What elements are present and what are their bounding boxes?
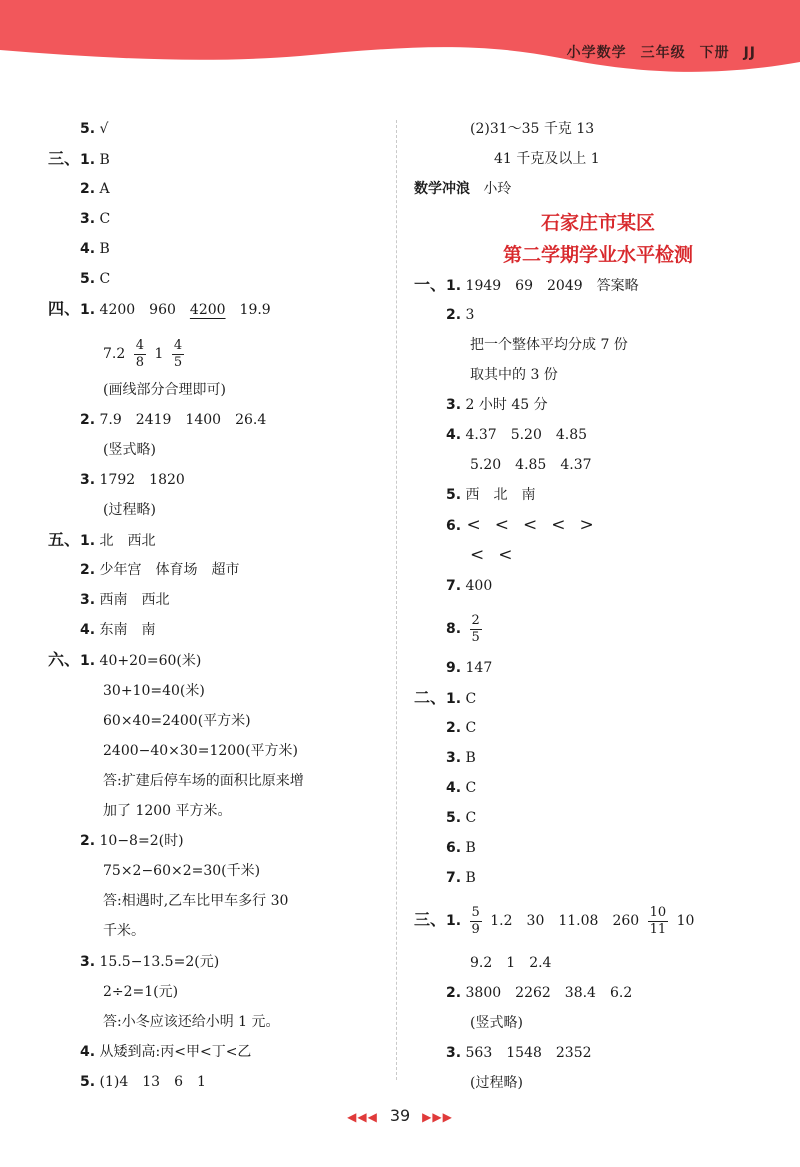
fraction: $\frac{4}{8}$ <box>135 337 144 370</box>
right-sec2-q6: 6. B <box>446 840 476 856</box>
left-sec6-q1-l2: 30+10=40(米) <box>103 683 205 699</box>
right-wave: 数学冲浪 小玲 <box>414 181 512 197</box>
fraction: $\frac{4}{5}$ <box>173 337 183 370</box>
left-sec6-q2-l4: 千米。 <box>103 923 145 939</box>
left-sec6-q1-l4: 2400−40×30=1200(平方米) <box>103 743 299 759</box>
header-subject: 小学数学 <box>566 45 627 61</box>
left-sec6-q3-l3: 答:小冬应该还给小明 1 元。 <box>103 1014 280 1030</box>
right-sec3-q3-note: (过程略) <box>470 1075 523 1091</box>
left-sec5-q1: 五、1. 北 西北 <box>48 530 156 549</box>
right-sec1-q2: 2. 3 <box>446 307 475 323</box>
left-sec4-q2: 2. 7.9 2419 1400 26.4 <box>80 412 267 428</box>
left-sec4-q1: 四、1. 4200 960 4200 19.9 <box>48 299 271 318</box>
left-sec6-q2: 2. 10−8=2(时) <box>80 833 184 849</box>
left-sec6-q2-l2: 75×2−60×2=30(千米) <box>103 863 261 879</box>
exam-title-line1: 石家庄市某区 <box>540 212 655 234</box>
right-sec1-q6-l2: < < <box>470 545 513 565</box>
header-grade: 三年级 <box>640 45 686 61</box>
right-sec1-q1: 一、1. 1949 69 2049 答案略 <box>414 275 639 294</box>
left-sec6-q3: 3. 15.5−13.5=2(元) <box>80 954 220 970</box>
right-sec3-q1-l2: 9.2 1 2.4 <box>470 955 552 971</box>
right-sec3-q2-note: (竖式略) <box>470 1015 523 1031</box>
left-sec5-q3: 3. 西南 西北 <box>80 592 170 608</box>
right-sec1-q4-l2: 5.20 4.85 4.37 <box>470 457 592 473</box>
left-sec3-q3: 3. C <box>80 211 111 227</box>
exam-title-line2: 第二学期学业水平检测 <box>502 244 693 266</box>
right-sec2-q5: 5. C <box>446 810 477 826</box>
left-sec6-q1: 六、1. 40+20=60(米) <box>48 650 202 669</box>
fraction: $\frac{10}{11}$ <box>649 904 667 937</box>
page-number: 39 <box>389 1106 411 1125</box>
left-sec6-q4: 4. 从矮到高:丙<甲<丁<乙 <box>80 1044 252 1060</box>
right-sec1-q3: 3. 2 小时 45 分 <box>446 397 548 413</box>
right-sec1-q5: 5. 西 北 南 <box>446 487 536 503</box>
left-q5-top: 5. √ <box>80 121 109 137</box>
right-sec1-q4: 4. 4.37 5.20 4.85 <box>446 427 588 443</box>
header-band <box>0 0 800 80</box>
right-sec1-q9: 9. 147 <box>446 660 493 676</box>
right-sec2-q2: 2. C <box>446 720 477 736</box>
right-sec3-q2: 2. 3800 2262 38.4 6.2 <box>446 985 633 1001</box>
right-sec2-q3: 3. B <box>446 750 476 766</box>
left-sec5-q2: 2. 少年宫 体育场 超市 <box>80 562 240 578</box>
left-sec3-q2: 2. A <box>80 181 110 197</box>
left-arrows-icon: ◀◀◀ <box>347 1110 378 1124</box>
left-sec3-q5: 5. C <box>80 271 111 287</box>
left-sec6-q2-l3: 答:相遇时,乙车比甲车多行 30 <box>103 893 289 909</box>
left-sec4-q3-note: (过程略) <box>103 502 156 518</box>
left-sec4-q2-note: (竖式略) <box>103 442 156 458</box>
right-sec1-q6: 6. < < < < > <box>446 515 594 535</box>
header-edition: JJ <box>743 45 756 61</box>
left-sec6-q1-l5: 答:扩建后停车场的面积比原来增 <box>103 773 304 789</box>
left-sec4-q1-note: (画线部分合理即可) <box>103 382 226 398</box>
fraction: $\frac{5}{9}$ <box>471 904 480 937</box>
left-sec6-q5: 5. (1)4 13 6 1 <box>80 1074 206 1090</box>
right-sec1-q7: 7. 400 <box>446 578 493 594</box>
left-sec3-q1: 三、1. B <box>48 149 110 168</box>
header-wave <box>0 0 800 80</box>
right-top-line2: 41 千克及以上 1 <box>494 151 600 167</box>
left-sec6-q3-l2: 2÷2=1(元) <box>103 984 179 1000</box>
left-sec3-q4: 4. B <box>80 241 110 257</box>
right-arrows-icon: ▶▶▶ <box>422 1110 453 1124</box>
header-volume: 下册 <box>699 45 730 61</box>
left-sec5-q4: 4. 东南 南 <box>80 622 156 638</box>
left-sec6-q1-l6: 加了 1200 平方米。 <box>103 803 232 819</box>
left-sec4-q3: 3. 1792 1820 <box>80 472 185 488</box>
fraction: $\frac{2}{5}$ <box>471 612 480 645</box>
right-sec2-q4: 4. C <box>446 780 477 796</box>
right-sec1-q2-l2: 把一个整体平均分成 7 份 <box>470 337 628 353</box>
left-sec6-q1-l3: 60×40=2400(平方米) <box>103 713 251 729</box>
right-top-line1: (2)31～35 千克 13 <box>470 121 595 137</box>
page-footer <box>0 1106 800 1125</box>
header-title <box>553 42 756 62</box>
right-sec3-q1: 三、1. $\frac{5}{9}$ 1.2 30 11.08 260 $\frac{10}{11}$ 10 <box>414 904 695 937</box>
right-sec3-q3: 3. 563 1548 2352 <box>446 1045 592 1061</box>
left-sec4-q1-line2: 7.2 $\frac{4}{8}$ 1 $\frac{4}{5}$ <box>103 337 183 370</box>
right-sec2-q7: 7. B <box>446 870 476 886</box>
right-sec1-q8: 8. $\frac{2}{5}$ <box>446 612 480 645</box>
right-sec1-q2-l3: 取其中的 3 份 <box>470 367 558 383</box>
right-sec2-q1: 二、1. C <box>414 688 477 707</box>
